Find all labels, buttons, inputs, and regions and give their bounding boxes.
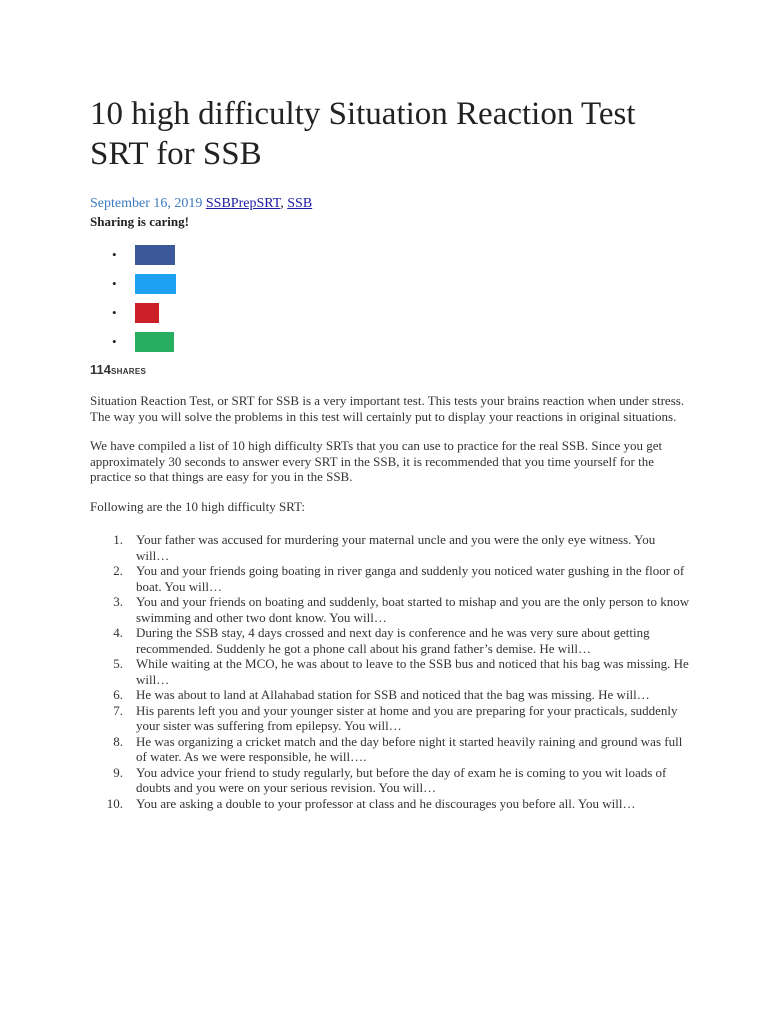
share-item-pinterest — [90, 303, 690, 323]
list-item: 9. You advice your friend to study regularly, but before the day of exam he is coming to you wit loads of doubts and you were on your serious revision. You will… — [113, 764, 667, 795]
list-item: 6. He was about to land at Allahabad station for SSB and noticed that the bag was missing. He will… — [113, 687, 650, 702]
article — [90, 94, 690, 811]
list-item: 3. You and your friends on boating and suddenly, boat started to mishap and you are the only person to know swimming and other two dont know. You will… — [113, 594, 690, 625]
share-buttons — [90, 245, 690, 352]
pinterest-icon[interactable] — [135, 303, 159, 323]
share-item-twitter — [90, 274, 690, 294]
sharing-label: Sharing is caring! — [90, 214, 189, 229]
list-item: 5. While waiting at the MCO, he was about to leave to the SSB bus and noticed that his bag was missing. He will… — [113, 656, 689, 687]
share-item-facebook — [90, 245, 690, 265]
share-count-label: SHARES — [110, 367, 147, 376]
post-meta — [90, 196, 690, 212]
article-title: 10 high difficulty Situation Reaction Test SRT for SSB — [90, 96, 636, 172]
intro-paragraph: Situation Reaction Test, or SRT for SSB is a very important test. This tests your brains reaction when under stress. The way you will solve the problems in this test will certainly put to display your reactions in original situations. — [90, 393, 685, 424]
list-bullet: • — [112, 305, 117, 320]
list-item: 2. You and your friends going boating in river ganga and suddenly you noticed water gushing in the floor of boat. You will… — [113, 563, 685, 594]
whatsapp-icon[interactable] — [135, 332, 174, 352]
list-item: 10. You are asking a double to your professor at class and he discourages you before all. You will… — [106, 795, 636, 811]
share-count-number: 114 — [90, 362, 111, 377]
list-bullet: • — [112, 247, 117, 262]
list-bullet: • — [112, 276, 117, 291]
list-item: 8. He was organizing a cricket match and the day before night it started heavily raining and ground was full of water. As we were responsible, he will…. — [113, 733, 683, 764]
list-bullet: • — [112, 334, 117, 349]
category-link-ssbprepsrt[interactable]: SSBPrepSRT — [205, 196, 281, 211]
share-count — [90, 361, 690, 379]
category-link-ssb[interactable]: SSB — [287, 196, 313, 211]
category-separator: , — [280, 196, 284, 211]
twitter-icon[interactable] — [135, 274, 176, 294]
list-item: 7. His parents left you and your younger sister at home and you are preparing for your practicals, suddenly your sister was suffering from epilepsy. You will… — [113, 702, 678, 733]
srt-list — [90, 532, 690, 811]
list-intro-paragraph: Following are the 10 high difficulty SRT: — [90, 498, 305, 514]
share-item-whatsapp — [90, 332, 690, 352]
list-item: 1. Your father was accused for murdering your maternal uncle and you were the only eye witness. You will… — [113, 532, 656, 563]
facebook-icon[interactable] — [135, 245, 175, 265]
list-item: 4. During the SSB stay, 4 days crossed and next day is conference and he was very sure about getting recommended. Suddenly he got a phone call about his grand father’s demise. He will… — [113, 625, 650, 656]
post-date-link[interactable]: September 16, 2019 — [90, 196, 203, 211]
practice-paragraph: We have compiled a list of 10 high difficulty SRTs that you can use to practice for the real SSB. Since you get approximately 30 seconds to answer every SRT in the SSB, it is recommended that you time yourself for the practice so that things are easy for you in the SSB. — [90, 438, 663, 484]
